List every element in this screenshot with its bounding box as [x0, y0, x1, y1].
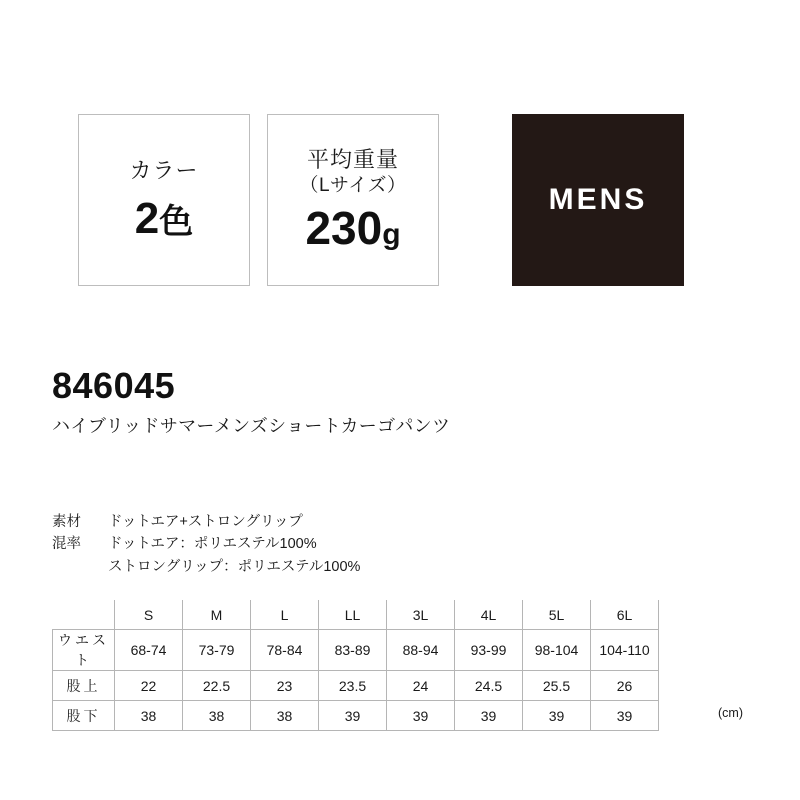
- spec-material-value: ドットエア+ストロングリップ: [108, 514, 303, 530]
- table-column-header: 4L: [455, 600, 523, 630]
- table-cell: 24.5: [455, 671, 523, 701]
- spec-blend-key: 混率: [52, 536, 81, 553]
- table-column-header: M: [183, 600, 251, 630]
- product-heading: [52, 366, 752, 439]
- table-cell: 88-94: [387, 630, 455, 671]
- table-cell: 83-89: [319, 630, 387, 671]
- table-cell: 39: [591, 701, 659, 731]
- table-row: [53, 671, 659, 701]
- table-row: [53, 630, 659, 671]
- table-column-header: 6L: [591, 600, 659, 630]
- table-column-header: 3L: [387, 600, 455, 630]
- badge-color-number: 2: [134, 193, 160, 243]
- table-column-header: LL: [319, 600, 387, 630]
- product-specs: [52, 511, 360, 578]
- table-row-label: ウエスト: [53, 630, 115, 671]
- badge-weight-value: [305, 203, 400, 254]
- product-code: 846045: [52, 365, 176, 406]
- table-cell: 38: [251, 701, 319, 731]
- table-column-header: S: [115, 600, 183, 630]
- table-corner-cell: [53, 600, 115, 630]
- badge-weight-label-line1: 平均重量: [306, 147, 399, 173]
- size-table-wrapper: [52, 600, 659, 731]
- badge-average-weight: [267, 114, 439, 286]
- table-row: [53, 701, 659, 731]
- table-cell: 68-74: [115, 630, 183, 671]
- spec-material-row: [52, 511, 360, 533]
- table-cell: 98-104: [523, 630, 591, 671]
- spec-blend-row: [52, 533, 360, 555]
- table-cell: 26: [591, 671, 659, 701]
- badge-color-suffix: 色: [159, 202, 194, 241]
- badge-weight-unit: g: [382, 218, 401, 252]
- badge-row: [0, 112, 800, 287]
- table-cell: 38: [115, 701, 183, 731]
- size-table: [52, 600, 659, 731]
- spec-material-key: 素材: [52, 514, 81, 530]
- table-row-label: 股下: [53, 701, 115, 731]
- badge-color-count: [78, 114, 250, 286]
- table-cell: 23: [251, 671, 319, 701]
- badge-weight-number: 230: [305, 202, 383, 255]
- table-cell: 24: [387, 671, 455, 701]
- table-cell: 23.5: [319, 671, 387, 701]
- size-table-unit-note: (cm): [718, 706, 743, 720]
- table-cell: 39: [319, 701, 387, 731]
- table-cell: 39: [523, 701, 591, 731]
- product-name: ハイブリッドサマーメンズショートカーゴパンツ: [52, 415, 451, 436]
- table-cell: 39: [387, 701, 455, 731]
- table-header-row: [53, 600, 659, 630]
- table-cell: 78-84: [251, 630, 319, 671]
- badge-mens-label: MENS: [548, 183, 648, 216]
- table-column-header: 5L: [523, 600, 591, 630]
- badge-color-value: [135, 195, 193, 243]
- badge-weight-label-line2: （Lサイズ）: [299, 174, 407, 196]
- table-cell: 73-79: [183, 630, 251, 671]
- spec-blend-value-line2: ストロングリップ：ポリエステル100%: [108, 558, 361, 575]
- spec-blend-value-line1: ドットエア：ポリエステル100%: [108, 536, 317, 553]
- table-cell: 39: [455, 701, 523, 731]
- table-cell: 38: [183, 701, 251, 731]
- table-column-header: L: [251, 600, 319, 630]
- table-cell: 93-99: [455, 630, 523, 671]
- badge-mens: [512, 114, 684, 286]
- badge-color-label: カラー: [129, 158, 199, 184]
- table-cell: 104-110: [591, 630, 659, 671]
- table-cell: 25.5: [523, 671, 591, 701]
- table-cell: 22: [115, 671, 183, 701]
- table-row-label: 股上: [53, 671, 115, 701]
- table-cell: 22.5: [183, 671, 251, 701]
